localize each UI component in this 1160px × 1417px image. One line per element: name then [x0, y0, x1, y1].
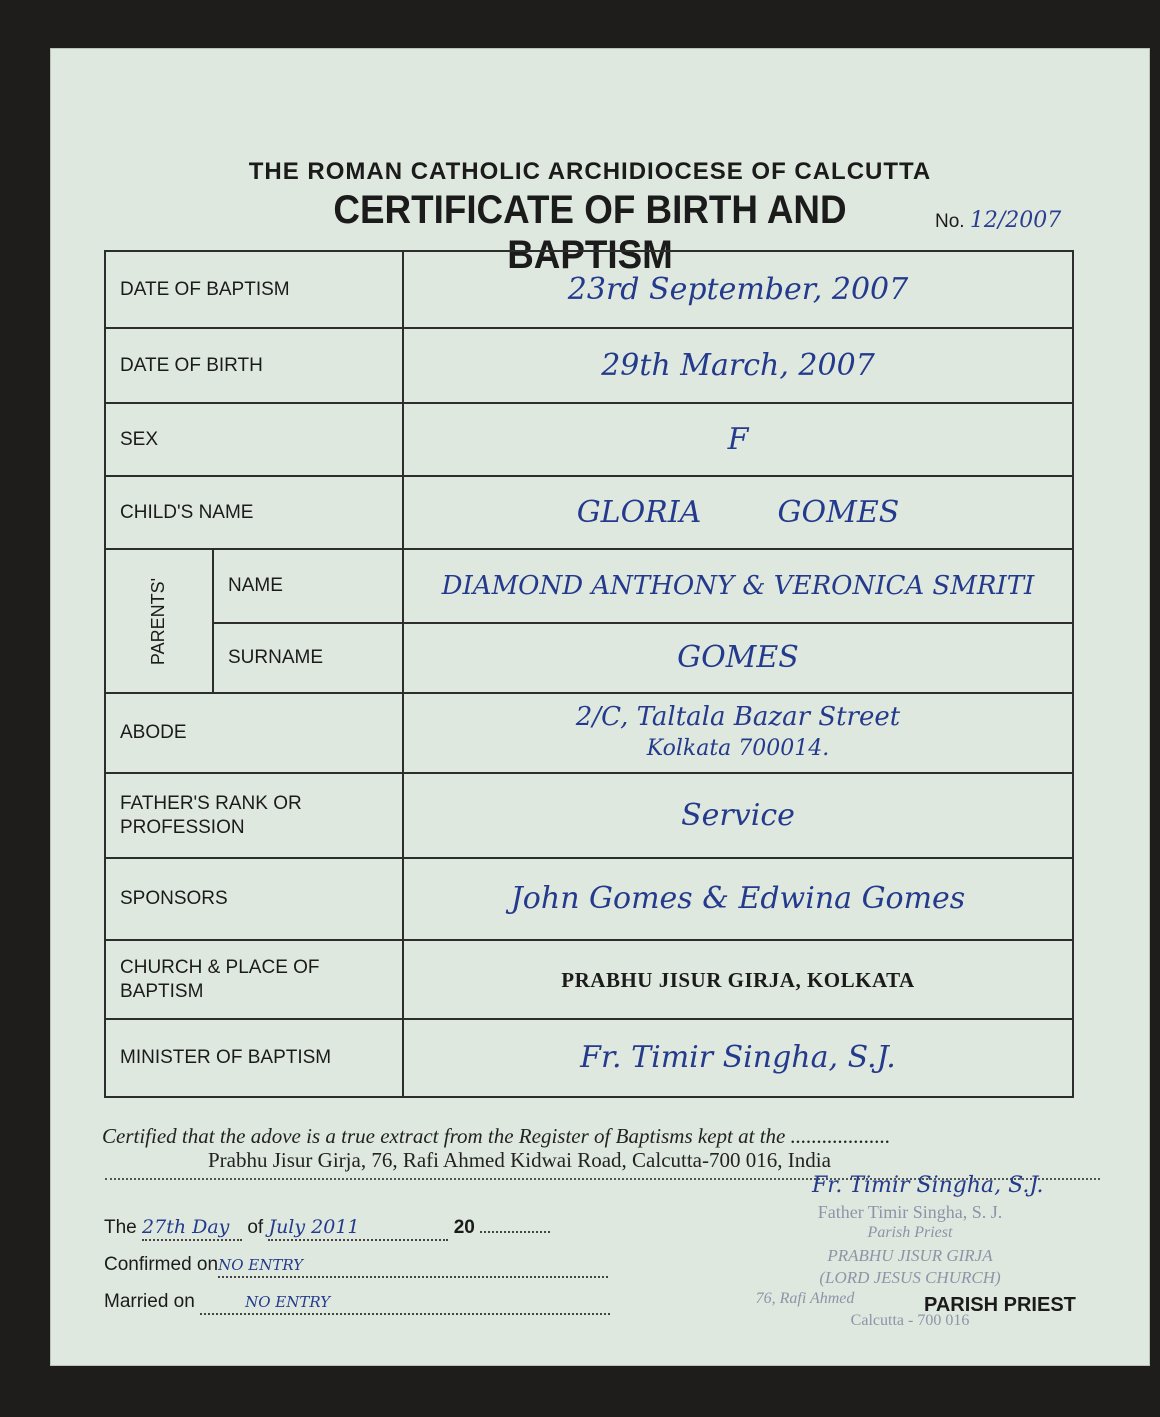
certificate-table	[104, 250, 1074, 1098]
row-sex	[105, 403, 1073, 476]
minister-label: MINISTER OF BAPTISM	[105, 1019, 403, 1097]
parents-group-label: PARENTS'	[148, 577, 169, 665]
priest-signature: Fr. Timir Singha, S.J.	[812, 1173, 1044, 1198]
year-prefix: 20	[453, 1217, 475, 1238]
confirmed-line	[104, 1254, 608, 1278]
date-of-birth-value: 29th March, 2007	[403, 328, 1073, 403]
certificate-paper	[50, 48, 1150, 1366]
the-label: The	[104, 1217, 137, 1238]
date-of-birth-label: DATE OF BIRTH	[105, 328, 403, 403]
sex-value: F	[403, 403, 1073, 476]
row-date-of-birth	[105, 328, 1073, 403]
childs-name-label: CHILD'S NAME	[105, 476, 403, 549]
row-father-profession	[105, 773, 1073, 858]
sex-label: SEX	[105, 403, 403, 476]
issue-day: 27th Day	[142, 1216, 230, 1238]
church-address: Prabhu Jisur Girja, 76, Rafi Ahmed Kidwai Road, Calcutta-700 016, India	[208, 1148, 831, 1172]
parents-group-cell	[105, 549, 213, 693]
confirmed-value: NO ENTRY	[218, 1256, 304, 1274]
row-parents-name	[105, 549, 1073, 623]
abode-value-cell	[403, 693, 1073, 773]
issue-month: July 2011	[268, 1216, 360, 1238]
row-abode	[105, 693, 1073, 773]
minister-value: Fr. Timir Singha, S.J.	[403, 1019, 1073, 1097]
row-church	[105, 940, 1073, 1019]
row-minister	[105, 1019, 1073, 1097]
stamp-line-5: 76, Rafi Ahmed	[755, 1290, 855, 1307]
married-line	[104, 1291, 610, 1315]
church-label: CHURCH & PLACE OF BAPTISM	[105, 940, 403, 1019]
of-label: of	[247, 1217, 264, 1238]
row-sponsors	[105, 858, 1073, 940]
childs-name-value: GLORIA GOMES	[403, 476, 1073, 549]
confirmed-label: Confirmed on	[104, 1254, 219, 1275]
archdiocese-heading: THE ROMAN CATHOLIC ARCHIDIOCESE OF CALCUTTA	[248, 158, 932, 185]
parents-surname-value: GOMES	[403, 623, 1073, 693]
father-profession-value: Service	[403, 773, 1073, 858]
parents-name-label: NAME	[213, 549, 403, 623]
date-of-baptism-value: 23rd September, 2007	[403, 251, 1073, 328]
row-parents-surname	[105, 623, 1073, 693]
abode-label: ABODE	[105, 693, 403, 773]
stamp-line-3: PRABHU JISUR GIRJA	[827, 1246, 993, 1265]
church-value: PRABHU JISUR GIRJA, KOLKATA	[403, 940, 1073, 1019]
stamp-line-6: Calcutta - 700 016	[850, 1312, 970, 1329]
certificate-title: CERTIFICATE OF BIRTH AND BAPTISM	[333, 188, 847, 277]
stamp-line-4: (LORD JESUS CHURCH)	[819, 1268, 1001, 1287]
certificate-number-value: 12/2007	[969, 208, 1062, 233]
father-profession-label: FATHER'S RANK OR PROFESSION	[105, 773, 403, 858]
abode-value-line2: Kolkata 700014.	[646, 736, 830, 761]
stamp-line-1: Father Timir Singha, S. J.	[817, 1202, 1003, 1222]
married-value: NO ENTRY	[245, 1293, 331, 1311]
parish-priest-label: PARISH PRIEST	[924, 1294, 1076, 1316]
sponsors-label: SPONSORS	[105, 858, 403, 940]
sponsors-value: John Gomes & Edwina Gomes	[403, 858, 1073, 940]
certificate-number-label: No.	[935, 211, 965, 232]
certificate-number	[935, 208, 1061, 233]
certified-statement: Certified that the adove is a true extract from the Register of Baptisms kept at the ...................	[102, 1124, 891, 1148]
married-label: Married on	[104, 1291, 195, 1312]
stamp-line-2: Parish Priest	[867, 1224, 953, 1241]
abode-value: 2/C, Taltala Bazar Street	[575, 702, 901, 732]
parents-surname-label: SURNAME	[213, 623, 403, 693]
parents-name-value: DIAMOND ANTHONY & VERONICA SMRITI	[403, 549, 1073, 623]
row-date-of-baptism	[105, 251, 1073, 328]
date-of-baptism-label: DATE OF BAPTISM	[105, 251, 403, 328]
row-childs-name	[105, 476, 1073, 549]
issue-date-line	[104, 1216, 550, 1241]
